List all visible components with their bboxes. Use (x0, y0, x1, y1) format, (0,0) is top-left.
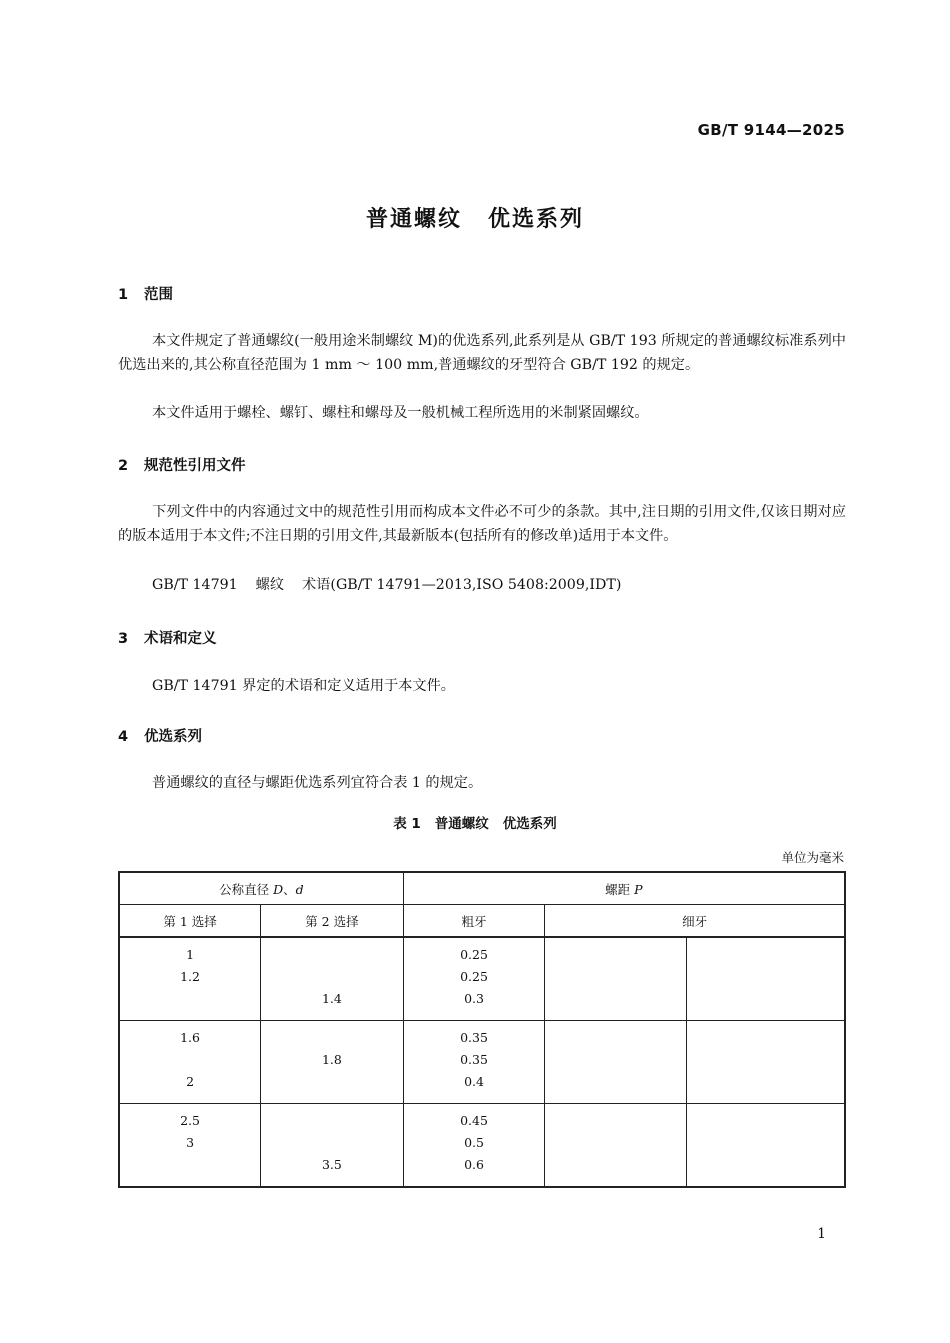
header-fine: 细牙 (545, 905, 845, 938)
cell-fine-1 (545, 1021, 687, 1104)
header-pitch: 螺距 P (403, 872, 845, 905)
section-4-paragraph-1: 普通螺纹的直径与螺距优选系列宜符合表 1 的规定。 (152, 775, 483, 791)
cell-choice1: 1.6 2 (119, 1021, 261, 1104)
table-row (119, 937, 845, 1021)
table-unit-note: 单位为毫米 (781, 850, 844, 865)
table-title: 表 1 普通螺纹 优选系列 (393, 816, 557, 832)
cell-coarse: 0.45 0.5 0.6 (403, 1104, 545, 1188)
header-first-choice: 第 1 选择 (119, 905, 261, 938)
section-3-paragraph-1: GB/T 14791 界定的术语和定义适用于本文件。 (152, 678, 455, 694)
normative-reference: GB/T 14791 螺纹 术语(GB/T 14791—2013,ISO 5408:2009,IDT) (152, 577, 622, 593)
section-1-paragraph-2: 本文件适用于螺栓、螺钉、螺柱和螺母及一般机械工程所选用的米制紧固螺纹。 (152, 405, 649, 421)
cell-choice2: 1.8 (261, 1021, 404, 1104)
section-2-paragraph-1: 下列文件中的内容通过文中的规范性引用而构成本文件必不可少的条款。其中,注日期的引用文件,仅该日期对应的版本适用于本文件;不注日期的引用文件,其最新版本(包括所有的修改单)适用于本文件。 (118, 504, 846, 544)
cell-fine-1 (545, 1104, 687, 1188)
cell-coarse: 0.35 0.35 0.4 (403, 1021, 545, 1104)
header-second-choice: 第 2 选择 (261, 905, 404, 938)
title-part1: 普通螺纹 (365, 207, 462, 232)
title-part2: 优选系列 (488, 207, 585, 232)
section-heading-4: 4 优选系列 (118, 729, 202, 745)
thread-preferred-series-table (118, 871, 846, 1188)
cell-fine-2 (686, 1104, 845, 1188)
cell-fine-2 (686, 937, 845, 1021)
header-nominal-diameter: 公称直径 D、d (119, 872, 403, 905)
page-number: 1 (817, 1226, 826, 1242)
cell-choice1: 1 1.2 (119, 937, 261, 1021)
cell-choice1: 2.5 3 (119, 1104, 261, 1188)
section-heading-1: 1 范围 (118, 287, 173, 303)
section-heading-3: 3 术语和定义 (118, 631, 217, 647)
document-title (0, 202, 950, 233)
cell-fine-1 (545, 937, 687, 1021)
cell-coarse: 0.25 0.25 0.3 (403, 937, 545, 1021)
header-coarse: 粗牙 (403, 905, 545, 938)
section-heading-2: 2 规范性引用文件 (118, 458, 246, 474)
table-row (119, 1104, 845, 1188)
cell-choice2: 3.5 (261, 1104, 404, 1188)
standard-code: GB/T 9144—2025 (697, 121, 845, 139)
cell-fine-2 (686, 1021, 845, 1104)
section-1-paragraph-1: 本文件规定了普通螺纹(一般用途米制螺纹 M)的优选系列,此系列是从 GB/T 193 所规定的普通螺纹标准系列中优选出来的,其公称直径范围为 1 mm ～ 100 mm,普通螺纹的牙型符合 GB/T 192 的规定。 (118, 333, 846, 373)
cell-choice2: 1.4 (261, 937, 404, 1021)
table-row (119, 1021, 845, 1104)
